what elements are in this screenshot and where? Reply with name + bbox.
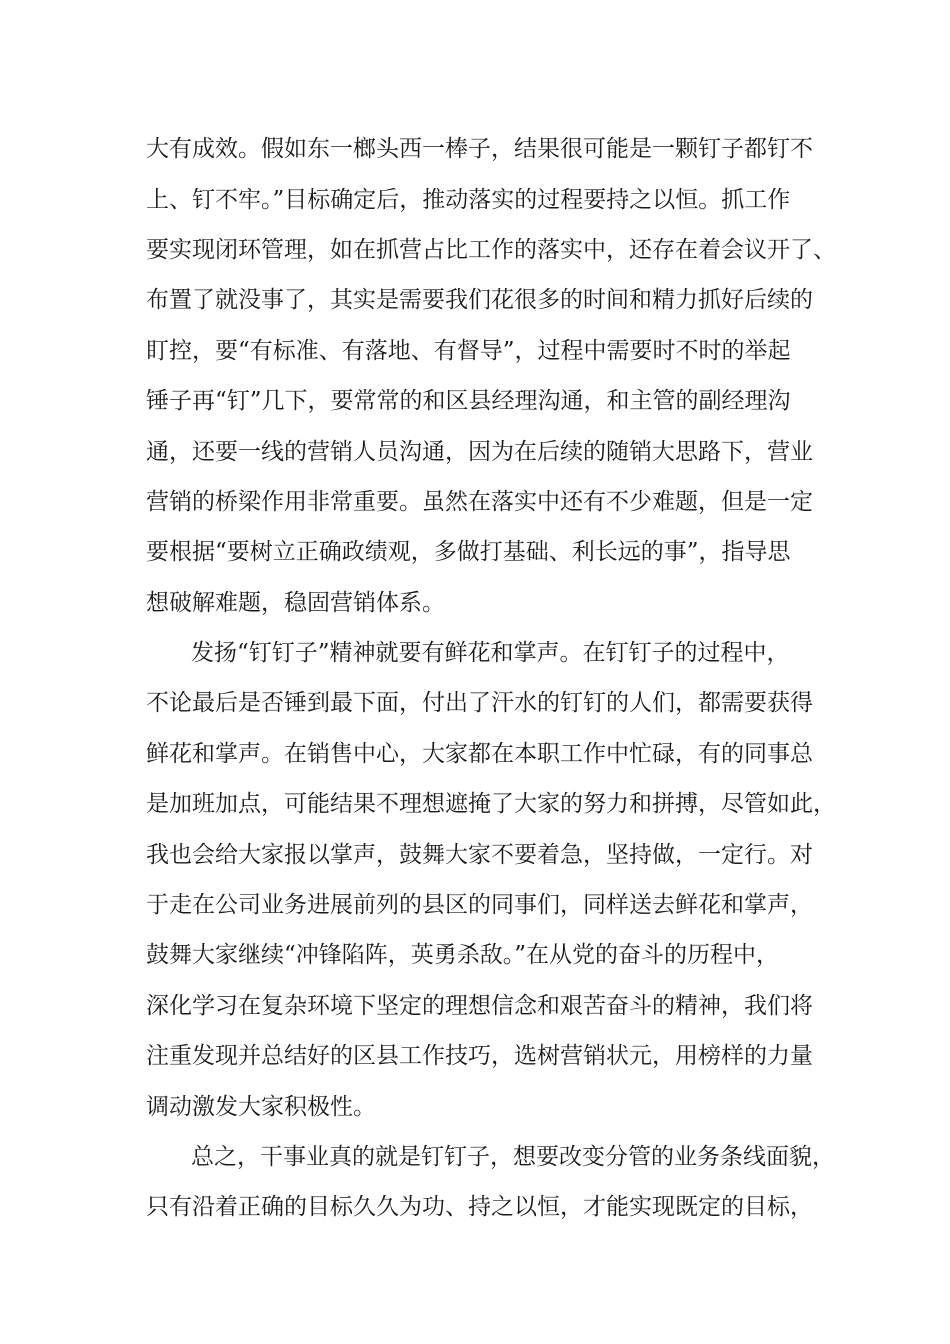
paragraph-1-line-4: 布置了就没事了，其实是需要我们花很多的时间和精力抓好后续的 [146,287,813,313]
paragraph-1-line-7: 通，还要一线的营销人员沟通，因为在后续的随销大思路下，营业 [146,439,813,465]
paragraph-2-line-4: 是加班加点，可能结果不理想遮掩了大家的努力和拼搏，尽管如此， [146,791,836,817]
paragraph-1-line-1: 大有成效。假如东一榔头西一棒子，结果很可能是一颗钉子都钉不 [146,136,813,162]
paragraph-1-line-8: 营销的桥梁作用非常重要。虽然在落实中还有不少难题，但是一定 [146,489,813,515]
paragraph-1-line-6: 锤子再“钉”几下，要常常的和区县经理沟通，和主管的副经理沟 [146,388,791,414]
paragraph-2-line-8: 深化学习在复杂环境下坚定的理想信念和艰苦奋斗的精神，我们将 [146,993,813,1019]
paragraph-1-line-3: 要实现闭环管理，如在抓营占比工作的落实中，还存在着会议开了、 [146,237,836,263]
paragraph-2-line-2: 不论最后是否锤到最下面，付出了汗水的钉钉的人们，都需要获得 [146,690,813,716]
paragraph-2-line-1: 发扬“钉钉子”精神就要有鲜花和掌声。在钉钉子的过程中， [191,640,790,666]
paragraph-3-line-2: 只有沿着正确的目标久久为功、持之以恒，才能实现既定的目标， [146,1194,813,1220]
paragraph-1-line-10: 想破解难题，稳固营销体系。 [146,590,445,616]
paragraph-3-line-1: 总之，干事业真的就是钉钉子，想要改变分管的业务条线面貌， [191,1144,835,1170]
paragraph-1-line-5: 盯控，要“有标准、有落地、有督导”，过程中需要时不时的举起 [146,338,791,364]
paragraph-2-line-6: 于走在公司业务进展前列的县区的同事们，同样送去鲜花和掌声， [146,892,813,918]
paragraph-1-line-2: 上、钉不牢。”目标确定后，推动落实的过程要持之以恒。抓工作 [146,187,791,213]
paragraph-2-line-5: 我也会给大家报以掌声，鼓舞大家不要着急，坚持做，一定行。对 [146,842,813,868]
paragraph-2-line-3: 鲜花和掌声。在销售中心，大家都在本职工作中忙碌，有的同事总 [146,741,813,767]
paragraph-2-line-7: 鼓舞大家继续“冲锋陷阵，英勇杀敌。”在从党的奋斗的历程中， [146,942,780,968]
paragraph-1-line-9: 要根据“要树立正确政绩观，多做打基础、利长远的事”，指导思 [146,539,791,565]
paragraph-2-line-9: 注重发现并总结好的区县工作技巧，选树营销状元，用榜样的力量 [146,1043,813,1069]
paragraph-2-line-10: 调动激发大家积极性。 [146,1094,376,1120]
